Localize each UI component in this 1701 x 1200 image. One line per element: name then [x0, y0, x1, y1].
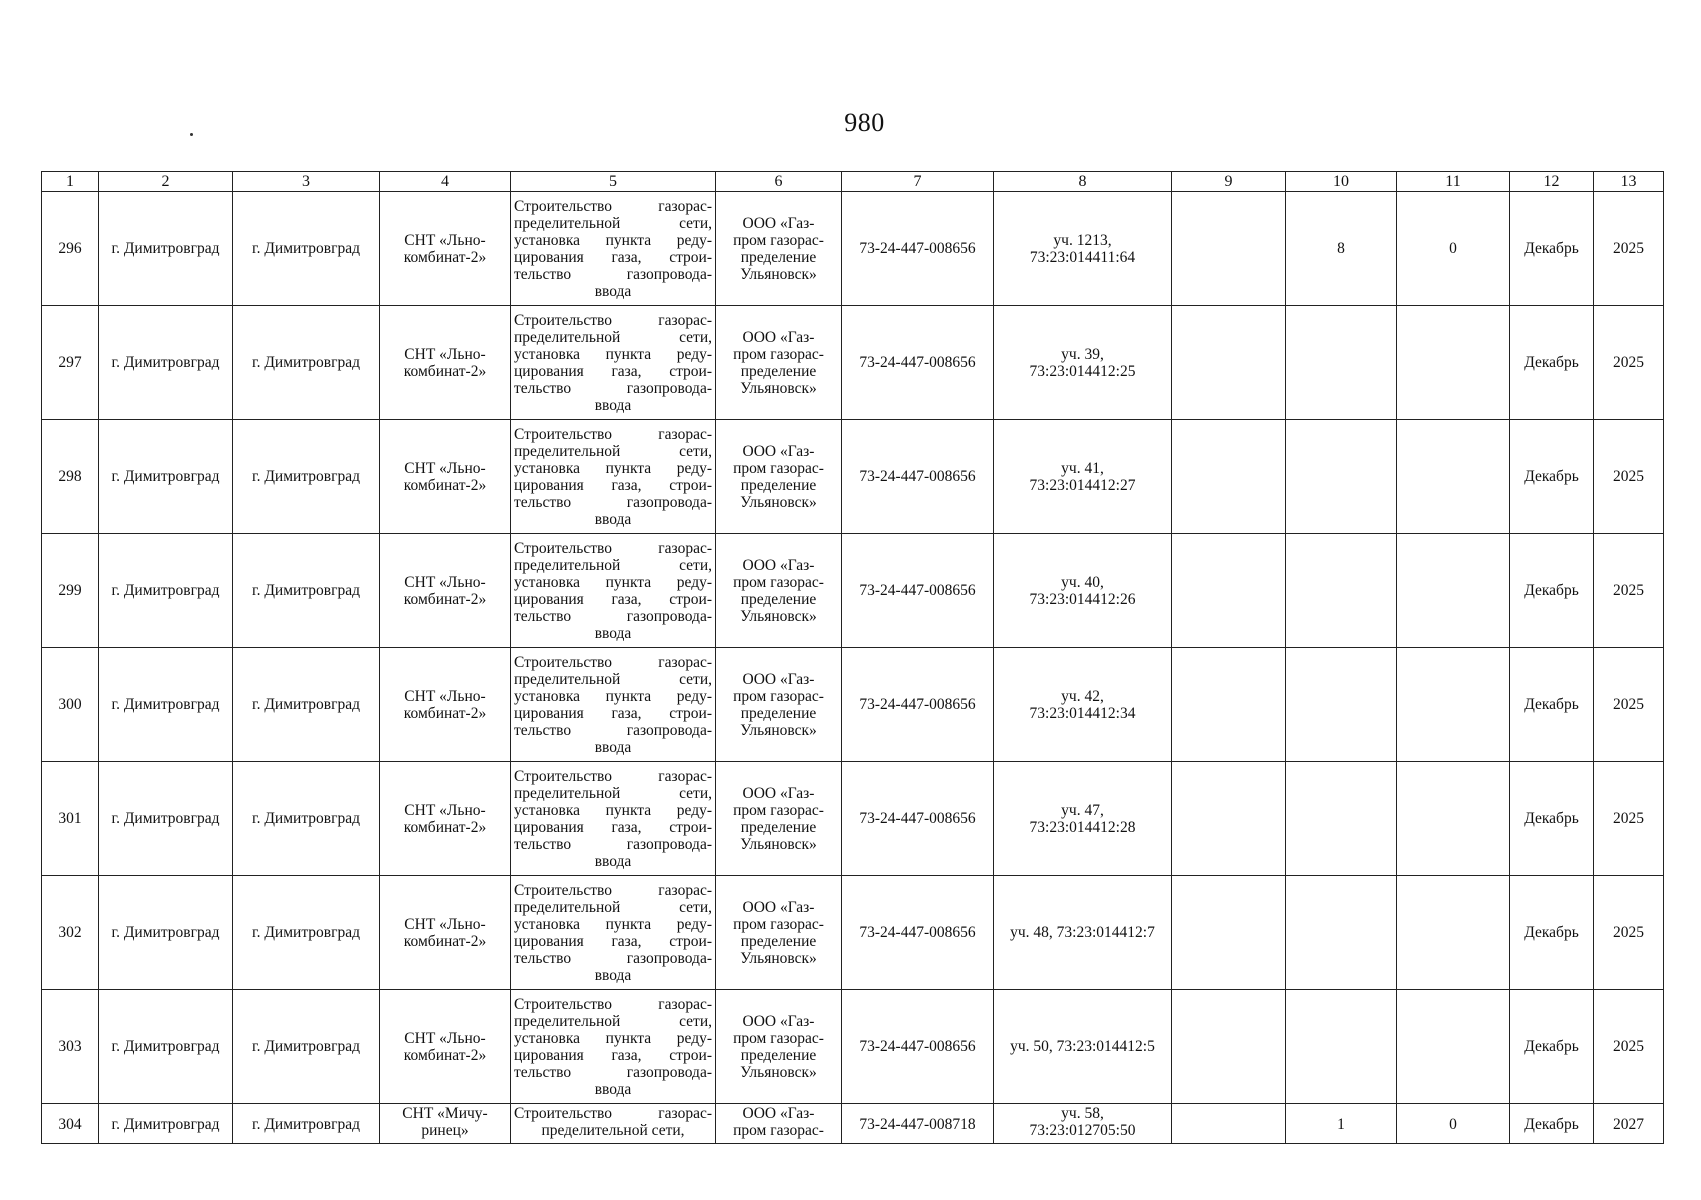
work-line: Строительство газорас- [514, 197, 712, 215]
plot-cell [994, 534, 1172, 648]
work-line: Строительство газорас- [514, 311, 712, 329]
object-line: комбинат-2» [403, 932, 487, 950]
row-number-cell: 303 [42, 990, 99, 1104]
plot-line: 73:23:014412:26 [1029, 590, 1136, 608]
district-cell: г. Димитровград [99, 534, 233, 648]
organization-line: Ульяновск» [740, 265, 817, 283]
plot-line: уч. 1213, [1053, 231, 1112, 249]
table-row [42, 876, 1664, 990]
settlement-cell: г. Димитровград [233, 192, 380, 306]
code-cell: 73-24-447-008656 [842, 876, 994, 990]
organization-line: ООО «Газ- [742, 556, 815, 574]
work-description-cell [511, 306, 716, 420]
column-10-cell [1286, 648, 1397, 762]
object-line: СНТ «Мичу- [402, 1105, 488, 1122]
organization-cell [716, 876, 842, 990]
work-line: Строительство газорас- [514, 425, 712, 443]
column-9-cell [1172, 420, 1286, 534]
column-11-cell [1397, 534, 1510, 648]
organization-line: ООО «Газ- [742, 670, 815, 688]
district-cell: г. Димитровград [99, 762, 233, 876]
plot-cell [994, 192, 1172, 306]
organization-line: пром газорас- [733, 1122, 824, 1139]
plot-cell [994, 648, 1172, 762]
work-line: ввода [594, 282, 632, 300]
column-10-cell: 8 [1286, 192, 1397, 306]
work-line: пределительной сети, [514, 1012, 712, 1030]
organization-line: ООО «Газ- [742, 442, 815, 460]
work-line: пределительной сети, [514, 670, 712, 688]
object-cell [380, 192, 511, 306]
year-cell: 2025 [1594, 762, 1664, 876]
table-row [42, 762, 1664, 876]
organization-line: Ульяновск» [740, 835, 817, 853]
scan-speck [190, 133, 193, 136]
work-line: установка пункта реду- [514, 345, 712, 363]
plot-line: уч. 58, [1061, 1105, 1104, 1122]
table-row [42, 990, 1664, 1104]
work-line: ввода [594, 624, 632, 642]
row-number-cell: 299 [42, 534, 99, 648]
organization-line: Ульяновск» [740, 607, 817, 625]
work-line: цирования газа, строи- [514, 248, 712, 266]
work-description-cell [511, 990, 716, 1104]
work-line: цирования газа, строи- [514, 362, 712, 380]
plot-cell [994, 420, 1172, 534]
district-cell: г. Димитровград [99, 420, 233, 534]
column-header: 7 [842, 172, 994, 192]
code-cell: 73-24-447-008656 [842, 534, 994, 648]
work-description-cell [511, 1104, 716, 1144]
work-description-cell [511, 876, 716, 990]
column-10-cell [1286, 306, 1397, 420]
work-line: ввода [594, 1080, 632, 1098]
plot-line: 73:23:014412:34 [1029, 704, 1136, 722]
month-cell: Декабрь [1510, 192, 1594, 306]
month-cell: Декабрь [1510, 534, 1594, 648]
column-9-cell [1172, 648, 1286, 762]
organization-line: пром газорас- [733, 801, 824, 819]
row-number-cell: 296 [42, 192, 99, 306]
object-line: комбинат-2» [403, 704, 487, 722]
organization-line: Ульяновск» [740, 379, 817, 397]
organization-line: пром газорас- [733, 1029, 824, 1047]
work-line: ввода [594, 966, 632, 984]
column-11-cell [1397, 876, 1510, 990]
work-line: тельство газопровода- [514, 265, 712, 283]
work-line: ввода [594, 852, 632, 870]
column-10-cell [1286, 420, 1397, 534]
month-cell: Декабрь [1510, 990, 1594, 1104]
plot-line: уч. 50, 73:23:014412:5 [1010, 1038, 1155, 1055]
column-11-cell: 0 [1397, 1104, 1510, 1144]
year-cell: 2025 [1594, 306, 1664, 420]
column-header: 10 [1286, 172, 1397, 192]
work-line: цирования газа, строи- [514, 590, 712, 608]
column-header: 6 [716, 172, 842, 192]
column-10-cell [1286, 762, 1397, 876]
code-cell: 73-24-447-008656 [842, 762, 994, 876]
work-line: тельство газопровода- [514, 607, 712, 625]
plot-line: уч. 48, 73:23:014412:7 [1010, 924, 1155, 941]
settlement-cell: г. Димитровград [233, 990, 380, 1104]
organization-cell [716, 306, 842, 420]
column-10-cell [1286, 990, 1397, 1104]
district-cell: г. Димитровград [99, 306, 233, 420]
work-description-cell [511, 420, 716, 534]
settlement-cell: г. Димитровград [233, 876, 380, 990]
plot-line: 73:23:012705:50 [1029, 1122, 1136, 1139]
year-cell: 2025 [1594, 648, 1664, 762]
code-cell: 73-24-447-008656 [842, 306, 994, 420]
table-row [42, 1104, 1664, 1144]
column-header: 13 [1594, 172, 1664, 192]
organization-line: пром газорас- [733, 687, 824, 705]
work-description-cell [511, 192, 716, 306]
column-9-cell [1172, 306, 1286, 420]
object-cell [380, 876, 511, 990]
month-cell: Декабрь [1510, 762, 1594, 876]
organization-line: пределение [740, 1046, 817, 1064]
work-line: ввода [594, 510, 632, 528]
row-number-cell: 301 [42, 762, 99, 876]
work-line: установка пункта реду- [514, 687, 712, 705]
organization-line: Ульяновск» [740, 721, 817, 739]
row-number-cell: 297 [42, 306, 99, 420]
object-cell [380, 1104, 511, 1144]
organization-line: Ульяновск» [740, 949, 817, 967]
month-cell: Декабрь [1510, 1104, 1594, 1144]
column-header: 2 [99, 172, 233, 192]
work-line: Строительство газорас- [514, 767, 712, 785]
object-line: СНТ «Льно- [404, 231, 486, 249]
table-row [42, 306, 1664, 420]
object-cell [380, 990, 511, 1104]
work-line: пределительной сети, [541, 1122, 685, 1139]
column-header: 9 [1172, 172, 1286, 192]
column-11-cell: 0 [1397, 192, 1510, 306]
work-description-cell [511, 648, 716, 762]
district-cell: г. Димитровград [99, 876, 233, 990]
settlement-cell: г. Димитровград [233, 762, 380, 876]
object-line: комбинат-2» [403, 362, 487, 380]
plot-cell [994, 876, 1172, 990]
plot-line: уч. 47, [1061, 801, 1104, 819]
plot-cell [994, 990, 1172, 1104]
organization-line: Ульяновск» [740, 493, 817, 511]
plot-line: уч. 39, [1061, 345, 1104, 363]
year-cell: 2027 [1594, 1104, 1664, 1144]
column-10-cell [1286, 534, 1397, 648]
table-row [42, 648, 1664, 762]
plot-line: уч. 40, [1061, 573, 1104, 591]
page-number: 980 [844, 108, 885, 137]
organization-line: пределение [740, 590, 817, 608]
work-line: Строительство газорас- [514, 1105, 712, 1122]
column-header: 12 [1510, 172, 1594, 192]
row-number-cell: 298 [42, 420, 99, 534]
object-line: комбинат-2» [403, 590, 487, 608]
register-rows [42, 192, 1664, 1144]
object-line: комбинат-2» [403, 818, 487, 836]
row-number-cell: 300 [42, 648, 99, 762]
district-cell: г. Димитровград [99, 192, 233, 306]
object-line: ринец» [421, 1122, 469, 1139]
organization-line: ООО «Газ- [742, 328, 815, 346]
work-line: тельство газопровода- [514, 949, 712, 967]
object-line: комбинат-2» [403, 248, 487, 266]
column-9-cell [1172, 990, 1286, 1104]
column-9-cell [1172, 534, 1286, 648]
column-11-cell [1397, 420, 1510, 534]
column-header: 1 [42, 172, 99, 192]
settlement-cell: г. Димитровград [233, 420, 380, 534]
object-cell [380, 306, 511, 420]
district-cell: г. Димитровград [99, 648, 233, 762]
register-table [41, 171, 1664, 1144]
row-number-cell: 304 [42, 1104, 99, 1144]
organization-line: ООО «Газ- [742, 214, 815, 232]
organization-line: пром газорас- [733, 231, 824, 249]
column-9-cell [1172, 192, 1286, 306]
year-cell: 2025 [1594, 876, 1664, 990]
work-line: установка пункта реду- [514, 231, 712, 249]
work-line: пределительной сети, [514, 442, 712, 460]
month-cell: Декабрь [1510, 648, 1594, 762]
column-number-row [42, 172, 1664, 192]
organization-cell [716, 420, 842, 534]
organization-line: пром газорас- [733, 345, 824, 363]
column-10-cell [1286, 876, 1397, 990]
plot-line: 73:23:014411:64 [1029, 248, 1136, 266]
organization-line: пределение [740, 818, 817, 836]
plot-line: 73:23:014412:27 [1029, 476, 1136, 494]
year-cell: 2025 [1594, 420, 1664, 534]
column-11-cell [1397, 762, 1510, 876]
month-cell: Декабрь [1510, 876, 1594, 990]
column-11-cell [1397, 648, 1510, 762]
organization-cell [716, 648, 842, 762]
object-line: СНТ «Льно- [404, 573, 486, 591]
organization-cell [716, 990, 842, 1104]
object-cell [380, 648, 511, 762]
column-9-cell [1172, 1104, 1286, 1144]
work-line: цирования газа, строи- [514, 476, 712, 494]
object-line: СНТ «Льно- [404, 1029, 486, 1047]
organization-cell [716, 1104, 842, 1144]
work-line: пределительной сети, [514, 898, 712, 916]
work-line: установка пункта реду- [514, 801, 712, 819]
year-cell: 2025 [1594, 534, 1664, 648]
month-cell: Декабрь [1510, 420, 1594, 534]
code-cell: 73-24-447-008718 [842, 1104, 994, 1144]
year-cell: 2025 [1594, 192, 1664, 306]
work-line: пределительной сети, [514, 214, 712, 232]
object-cell [380, 420, 511, 534]
work-line: цирования газа, строи- [514, 704, 712, 722]
work-line: Строительство газорас- [514, 995, 712, 1013]
object-cell [380, 534, 511, 648]
settlement-cell: г. Димитровград [233, 306, 380, 420]
table-row [42, 534, 1664, 648]
work-line: установка пункта реду- [514, 915, 712, 933]
column-header: 5 [511, 172, 716, 192]
work-line: Строительство газорас- [514, 881, 712, 899]
object-line: комбинат-2» [403, 476, 487, 494]
district-cell: г. Димитровград [99, 1104, 233, 1144]
code-cell: 73-24-447-008656 [842, 420, 994, 534]
organization-line: ООО «Газ- [742, 1012, 815, 1030]
code-cell: 73-24-447-008656 [842, 192, 994, 306]
organization-line: пром газорас- [733, 573, 824, 591]
work-description-cell [511, 762, 716, 876]
organization-line: ООО «Газ- [742, 898, 815, 916]
plot-line: уч. 41, [1061, 459, 1104, 477]
work-line: установка пункта реду- [514, 1029, 712, 1047]
work-line: Строительство газорас- [514, 653, 712, 671]
object-line: СНТ «Льно- [404, 687, 486, 705]
organization-line: пром газорас- [733, 459, 824, 477]
organization-line: пределение [740, 362, 817, 380]
work-line: установка пункта реду- [514, 459, 712, 477]
object-line: СНТ «Льно- [404, 915, 486, 933]
plot-line: уч. 42, [1061, 687, 1104, 705]
district-cell: г. Димитровград [99, 990, 233, 1104]
plot-cell [994, 762, 1172, 876]
work-line: цирования газа, строи- [514, 932, 712, 950]
work-line: Строительство газорас- [514, 539, 712, 557]
work-line: ввода [594, 738, 632, 756]
organization-line: пром газорас- [733, 915, 824, 933]
year-cell: 2025 [1594, 990, 1664, 1104]
object-cell [380, 762, 511, 876]
organization-line: ООО «Газ- [742, 1105, 815, 1122]
work-line: установка пункта реду- [514, 573, 712, 591]
object-line: СНТ «Льно- [404, 459, 486, 477]
plot-cell [994, 306, 1172, 420]
work-line: тельство газопровода- [514, 1063, 712, 1081]
code-cell: 73-24-447-008656 [842, 648, 994, 762]
work-line: тельство газопровода- [514, 493, 712, 511]
work-line: цирования газа, строи- [514, 818, 712, 836]
organization-line: Ульяновск» [740, 1063, 817, 1081]
plot-cell [994, 1104, 1172, 1144]
work-line: тельство газопровода- [514, 835, 712, 853]
work-line: тельство газопровода- [514, 721, 712, 739]
column-header: 11 [1397, 172, 1510, 192]
work-line: пределительной сети, [514, 556, 712, 574]
table-row [42, 420, 1664, 534]
settlement-cell: г. Димитровград [233, 1104, 380, 1144]
work-line: пределительной сети, [514, 784, 712, 802]
organization-line: пределение [740, 248, 817, 266]
settlement-cell: г. Димитровград [233, 648, 380, 762]
work-line: пределительной сети, [514, 328, 712, 346]
table-row [42, 192, 1664, 306]
column-11-cell [1397, 990, 1510, 1104]
organization-line: ООО «Газ- [742, 784, 815, 802]
column-header: 8 [994, 172, 1172, 192]
work-line: тельство газопровода- [514, 379, 712, 397]
object-line: СНТ «Льно- [404, 345, 486, 363]
organization-cell [716, 192, 842, 306]
work-line: ввода [594, 396, 632, 414]
work-line: цирования газа, строи- [514, 1046, 712, 1064]
object-line: СНТ «Льно- [404, 801, 486, 819]
organization-line: пределение [740, 704, 817, 722]
row-number-cell: 302 [42, 876, 99, 990]
code-cell: 73-24-447-008656 [842, 990, 994, 1104]
month-cell: Декабрь [1510, 306, 1594, 420]
settlement-cell: г. Димитровград [233, 534, 380, 648]
organization-line: пределение [740, 476, 817, 494]
column-header: 3 [233, 172, 380, 192]
work-description-cell [511, 534, 716, 648]
column-9-cell [1172, 876, 1286, 990]
organization-cell [716, 534, 842, 648]
column-header: 4 [380, 172, 511, 192]
plot-line: 73:23:014412:25 [1029, 362, 1136, 380]
organization-cell [716, 762, 842, 876]
column-10-cell: 1 [1286, 1104, 1397, 1144]
object-line: комбинат-2» [403, 1046, 487, 1064]
column-9-cell [1172, 762, 1286, 876]
column-11-cell [1397, 306, 1510, 420]
plot-line: 73:23:014412:28 [1029, 818, 1136, 836]
organization-line: пределение [740, 932, 817, 950]
